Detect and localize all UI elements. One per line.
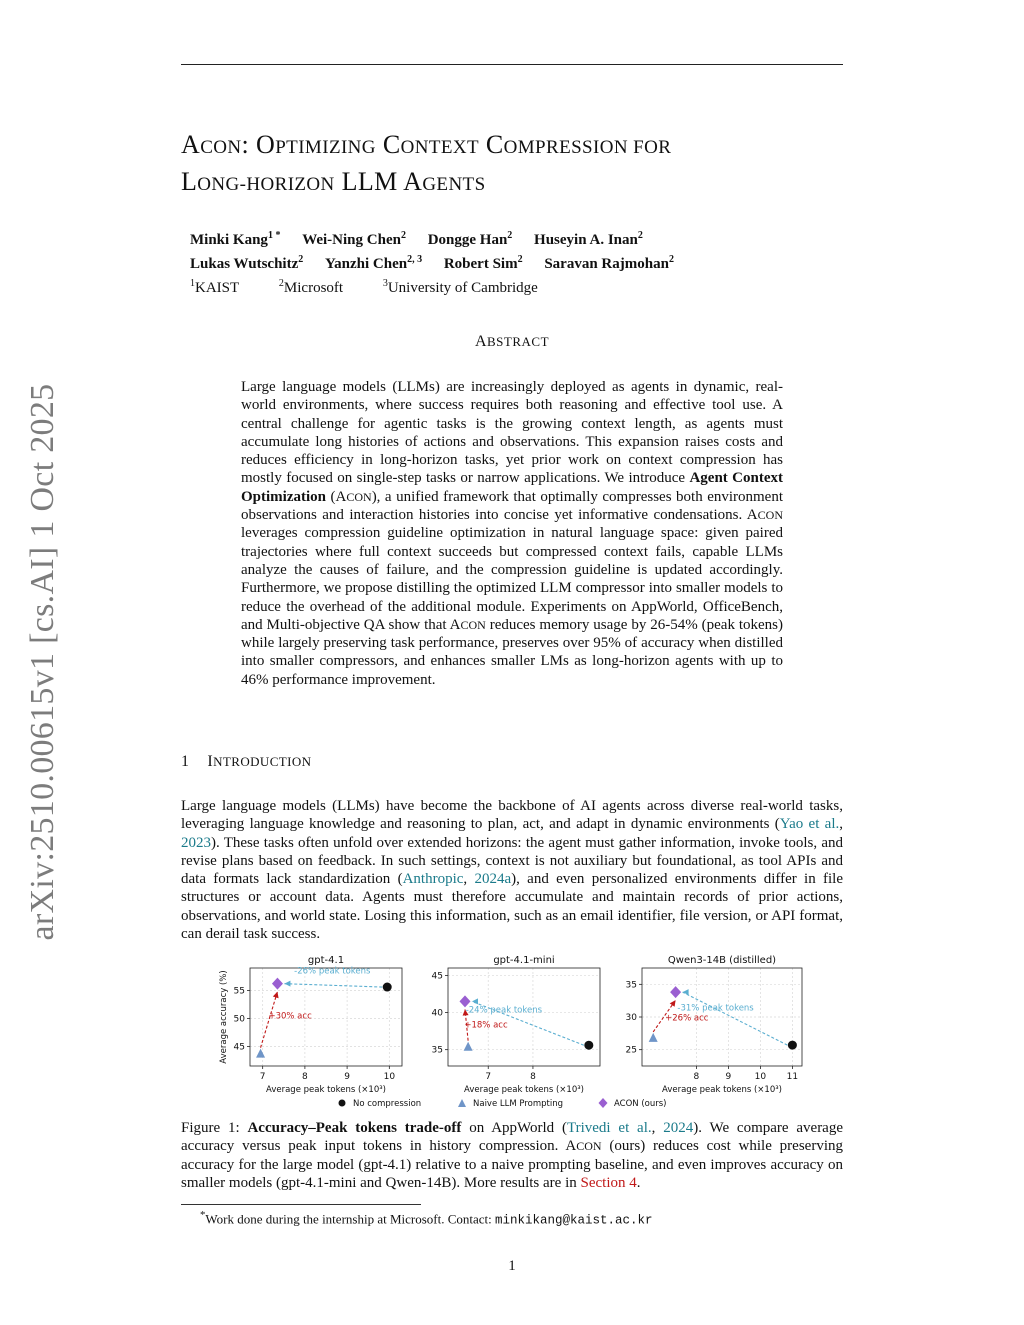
x-axis-label: Average peak tokens (×10³)	[266, 1085, 386, 1095]
y-tick-label: 45	[431, 971, 443, 982]
y-tick-label: 30	[625, 1013, 637, 1023]
gain-arrow-head	[273, 992, 279, 999]
title-cap: LLM A	[334, 167, 423, 196]
y-tick-label: 35	[625, 980, 637, 991]
savings-arrow-head	[472, 998, 478, 1004]
affiliations	[190, 274, 692, 298]
x-axis-label: Average peak tokens (×10³)	[662, 1085, 782, 1095]
y-tick-label: 40	[431, 1008, 443, 1019]
y-tick-label: 50	[233, 1014, 245, 1025]
point-naive-prompting	[649, 1033, 658, 1042]
contact-email[interactable]: minkikang@kaist.ac.kr	[495, 1213, 653, 1228]
point-no-compression	[788, 1041, 797, 1050]
y-tick-label: 45	[233, 1042, 245, 1053]
figure-1-plots	[210, 950, 830, 1120]
author-row-1	[190, 226, 692, 250]
savings-arrow-head	[284, 981, 290, 987]
arxiv-identifier[interactable]: arXiv:2510.00615v1 [cs.AI] 1 Oct 2025	[24, 383, 61, 941]
author-row-2	[190, 250, 692, 274]
citation-link[interactable]: Anthropic	[402, 871, 464, 888]
y-tick-label: 35	[431, 1045, 443, 1056]
chart-panel-3	[626, 955, 802, 1095]
paper-title	[181, 128, 861, 202]
chart-title: Qwen3-14B (distilled)	[667, 955, 777, 966]
x-tick-label: 9	[725, 1072, 732, 1082]
y-tick-label: 55	[233, 986, 245, 997]
page-number: 1	[508, 1258, 516, 1274]
citation-link[interactable]: 2024	[663, 1120, 694, 1136]
title-smallcaps: ONG-HORIZON	[197, 174, 335, 195]
x-tick-label: 10	[754, 1072, 767, 1082]
author: Lukas Wutschitz$^2$	[190, 254, 304, 272]
title-smallcaps: OMPRESSION FOR	[503, 137, 672, 158]
x-tick-label: 8	[693, 1072, 700, 1082]
title-smallcaps: GENTS	[422, 174, 486, 195]
introduction-paragraph: Large language models (LLMs) have become the backbone of AI agents across diverse real-world tasks, leveraging language knowledge and reasoning to plan, act, and adapt in dynamic environments (Yao et al., 2023). These tasks often unfold over extended horizons: the agent must gather information, invoke tools, and revise plans based on feedback. In such settings, context is not auxiliary but foundational, as tool APIs and data formats lack standardization (Anthropic, 2024a), and even personalized environments differ in file structures or account data. Agents must therefore accumulate and maintain records of prior actions, observations, and world state. Losing this information, such as an email identifier, file version, or API format, can derail task success.	[181, 798, 844, 943]
section-heading-introduction: 1 INTRODUCTION	[181, 753, 312, 770]
author: Minki Kang$^{1 *}$	[190, 230, 281, 248]
savings-arrow-head	[683, 989, 689, 995]
author: Wei-Ning Chen$^2$	[302, 230, 406, 248]
affiliation: $^3$University of Cambridge	[382, 278, 538, 296]
top-rule	[181, 64, 843, 65]
section-reference-link[interactable]: Section 4	[580, 1174, 637, 1191]
x-tick-label: 8	[302, 1072, 308, 1082]
title-line-2	[181, 165, 861, 202]
footnote: *Work done during the internship at Microsoft. Contact: minkikang@kaist.ac.kr	[200, 1209, 653, 1228]
x-tick-label: 11	[786, 1072, 799, 1082]
author: Saravan Rajmohan$^2$	[544, 254, 674, 272]
title-cap: A	[181, 130, 201, 159]
title-cap: C	[478, 130, 504, 159]
title-cap: L	[181, 167, 198, 196]
gain-arrow-head	[670, 1000, 676, 1007]
legend-label: ACON (ours)	[614, 1099, 667, 1109]
author: Robert Sim$^2$	[443, 254, 523, 272]
point-no-compression	[584, 1041, 593, 1050]
x-tick-label: 10	[383, 1072, 396, 1082]
chart-panel-2	[432, 955, 600, 1095]
x-tick-label: 8	[530, 1072, 536, 1082]
point-no-compression	[383, 983, 392, 992]
annotation-label: -31% peak tokens	[677, 1003, 754, 1014]
title-smallcaps: CON	[200, 137, 242, 158]
author: Huseyin A. Inan$^2$	[534, 230, 643, 248]
figure-caption: Figure 1: Accuracy–Peak tokens trade-off on AppWorld (Trivedi et al., 2024). We compare average accuracy versus peak input tokens in history compression. ACON (ours) reduces cost while preserving accuracy for the large model (gpt-4.1) relative to a naive prompting baseline, and even improves accuracy on smaller models (gpt-4.1-mini and Qwen-14B). More results are in Section 4.	[181, 1120, 844, 1191]
y-axis-label: Average accuracy (%)	[219, 970, 229, 1064]
point-acon	[272, 978, 283, 990]
chart-title: gpt-4.1	[307, 955, 345, 966]
title-cap: C	[375, 130, 401, 159]
legend-marker	[599, 1098, 608, 1108]
legend-label: No compression	[353, 1099, 422, 1109]
citation-link[interactable]: 2023	[181, 834, 211, 851]
point-acon	[670, 986, 681, 998]
footnote-rule	[181, 1204, 421, 1205]
abstract-body: Large language models (LLMs) are increasingly deployed as agents in dynamic, real-world environments, where success requires both reasoning and effective tool use. A central challenge for agentic tasks is the growing context length, as agents must accumulate long histories of actions and observations. This expansion raises costs and reduces efficiency in long-horizon tasks, yet prior work on context compression has mostly focused on single-step tasks or narrow applications. We introduce Agent Context Optimization (ACON), a unified framework that optimally compresses both environment observations and interaction histories into concise yet informative condensations. ACON leverages compression guideline optimization in natural language space: given paired trajectories where full context succeeds but compressed context fails, capable LLMs analyze the causes of failure, and the compression guideline is updated accordingly. Furthermore, we propose distilling the optimized LLM compressor into smaller models to reduce the overhead of the additional module. Experiments on AppWorld, OfficeBench, and Multi-objective QA show that ACON reduces memory usage by 26-54% (peak tokens) while largely preserving task performance, preserves over 95% of accuracy when distilled into smaller compressors, and enhances smaller LMs as long-horizon agents with up to 46% performance improvement.	[241, 379, 784, 688]
annotation-label: -24% peak tokens	[465, 1005, 543, 1016]
chart-legend	[339, 1098, 667, 1109]
point-naive-prompting	[464, 1042, 473, 1051]
author: Dongge Han$^2$	[427, 230, 513, 248]
point-naive-prompting	[256, 1049, 265, 1058]
affiliation: $^2$Microsoft	[278, 278, 344, 296]
legend-marker	[339, 1100, 346, 1107]
author-block	[190, 226, 692, 298]
x-tick-label: 7	[259, 1072, 266, 1082]
annotation-label: +26% acc	[665, 1013, 709, 1024]
annotation-label: +30% acc	[268, 1011, 312, 1022]
x-tick-label: 7	[485, 1072, 492, 1082]
annotation-label: +18% acc	[464, 1020, 508, 1031]
annotation-label: -26% peak tokens	[294, 966, 371, 977]
chart-title: gpt-4.1-mini	[493, 955, 555, 966]
savings-arrow-line	[284, 984, 382, 987]
legend-label: Naive LLM Prompting	[473, 1099, 564, 1109]
citation-link[interactable]: Yao et al.	[779, 816, 840, 833]
citation-link[interactable]: 2024a	[474, 871, 512, 888]
plot-frame	[448, 968, 600, 1066]
author: Yanzhi Chen$^{2, 3}$	[324, 254, 423, 272]
y-tick-label: 25	[625, 1045, 637, 1056]
figure-1	[210, 950, 830, 1120]
title-cap: : O	[241, 130, 276, 159]
x-axis-label: Average peak tokens (×10³)	[464, 1085, 584, 1095]
citation-link[interactable]: Trivedi et al.	[566, 1120, 652, 1136]
title-line-1	[181, 128, 861, 165]
title-smallcaps: PTIMIZING	[275, 137, 376, 158]
abstract-heading: ABSTRACT	[474, 333, 550, 350]
legend-marker	[458, 1099, 466, 1107]
chart-panel-1	[219, 955, 402, 1095]
x-tick-label: 9	[344, 1072, 350, 1082]
affiliation: $^1$KAIST	[190, 278, 240, 296]
title-smallcaps: ONTEXT	[400, 137, 479, 158]
